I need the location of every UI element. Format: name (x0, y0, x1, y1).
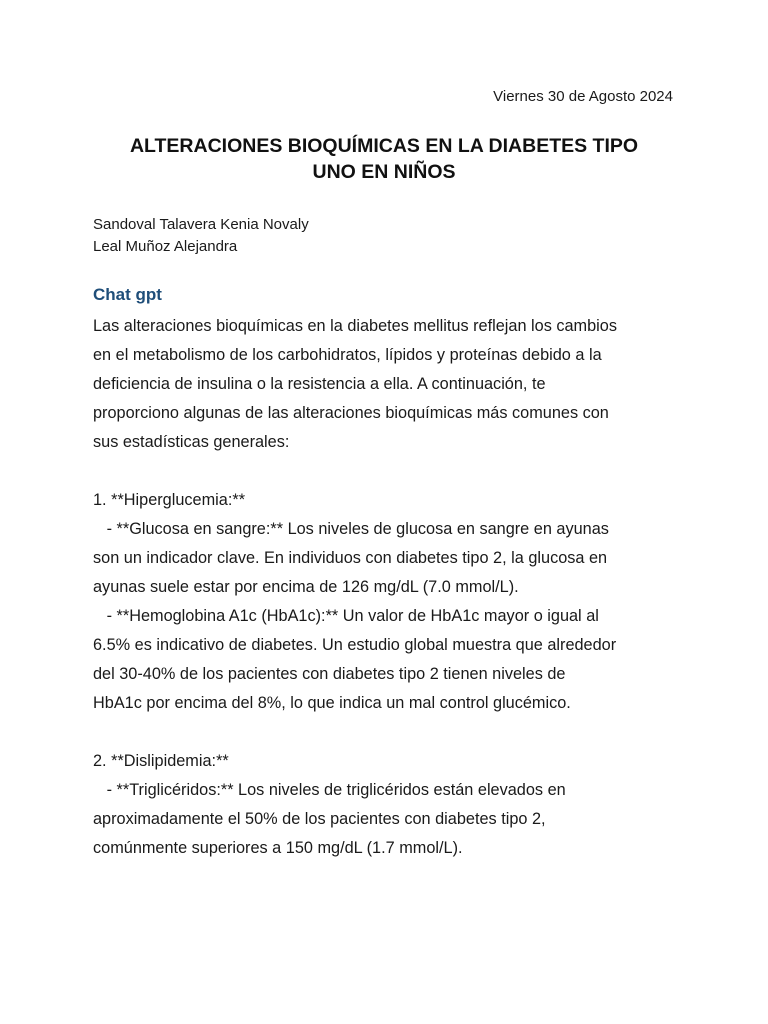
list-item-dislipidemia (93, 747, 683, 863)
text-line: son un indicador clave. En individuos con diabetes tipo 2, la glucosa en (93, 549, 608, 567)
text-line: comúnmente superiores a 150 mg/dL (1.7 mmol/L). (93, 839, 463, 857)
document-body (93, 312, 683, 863)
text-line: deficiencia de insulina o la resistencia a ella. A continuación, te (93, 375, 546, 393)
text-line: 6.5% es indicativo de diabetes. Un estudio global muestra que alrededor (93, 636, 617, 654)
text-line: - **Glucosa en sangre:** Los niveles de glucosa en sangre en ayunas (93, 520, 609, 538)
author-name: Sandoval Talavera Kenia Novaly (93, 216, 309, 233)
text-line: en el metabolismo de los carbohidratos, lípidos y proteínas debido a la (93, 346, 602, 364)
list-item-hiperglucemia (93, 486, 683, 718)
text-line: Las alteraciones bioquímicas en la diabetes mellitus reflejan los cambios (93, 317, 617, 335)
list-item-heading: 2. **Dislipidemia:** (93, 752, 229, 770)
text-line: del 30-40% de los pacientes con diabetes tipo 2 tienen niveles de (93, 665, 566, 683)
document-title (60, 133, 708, 185)
text-line: sus estadísticas generales: (93, 433, 290, 451)
text-line: HbA1c por encima del 8%, lo que indica un mal control glucémico. (93, 694, 571, 712)
author-list (93, 214, 309, 258)
paragraph-gap (93, 457, 683, 486)
paragraph-gap (93, 718, 683, 747)
text-line: proporciono algunas de las alteraciones bioquímicas más comunes con (93, 404, 609, 422)
list-item-heading: 1. **Hiperglucemia:** (93, 491, 246, 509)
text-line: aproximadamente el 50% de los pacientes con diabetes tipo 2, (93, 810, 546, 828)
title-line-1: ALTERACIONES BIOQUÍMICAS EN LA DIABETES TIPO (129, 135, 639, 157)
text-line: - **Hemoglobina A1c (HbA1c):** Un valor de HbA1c mayor o igual al (93, 607, 599, 625)
document-date: Viernes 30 de Agosto 2024 (493, 88, 673, 105)
text-line: - **Triglicéridos:** Los niveles de triglicéridos están elevados en (93, 781, 566, 799)
intro-paragraph (93, 312, 683, 457)
text-line: ayunas suele estar por encima de 126 mg/dL (7.0 mmol/L). (93, 578, 519, 596)
author-name: Leal Muñoz Alejandra (93, 238, 238, 255)
title-line-2: UNO EN NIÑOS (312, 161, 456, 183)
section-heading: Chat gpt (93, 285, 162, 304)
